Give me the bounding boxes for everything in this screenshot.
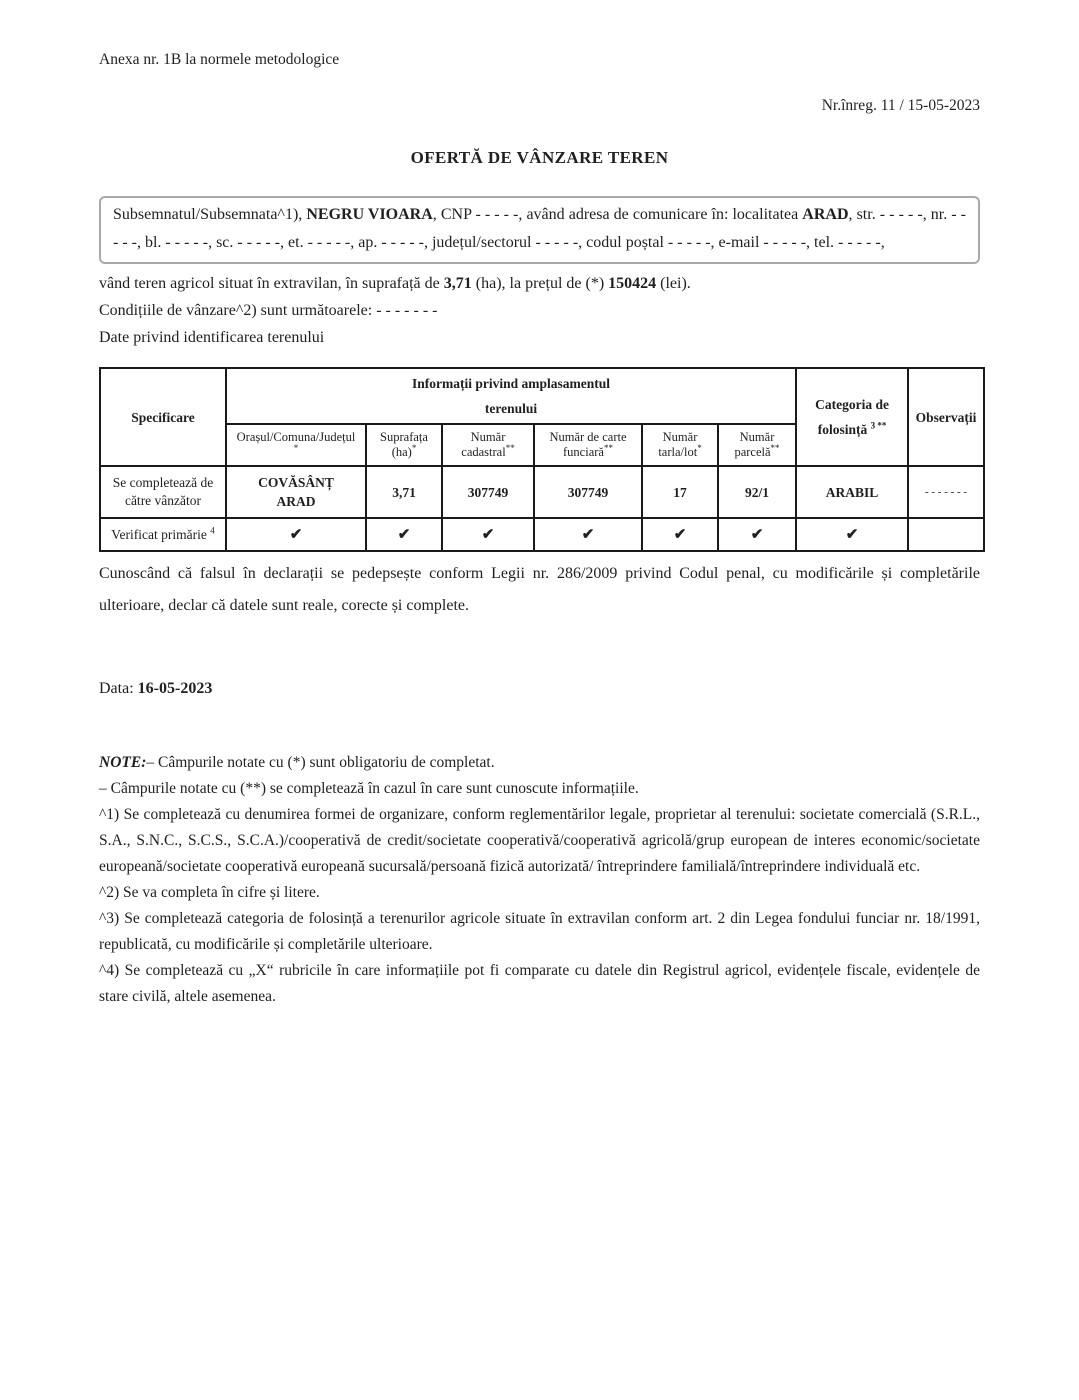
col-header-orasul xyxy=(226,424,366,466)
note-2: ^2) Se va completa în cifre și litere. xyxy=(99,884,320,901)
cell-tarla-number: 17 xyxy=(642,466,718,518)
cadastral-superscript: ** xyxy=(505,442,515,453)
registration-number: Nr.înreg. 11 / 15-05-2023 xyxy=(821,97,980,114)
row-label-seller: Se completează de către vânzător xyxy=(100,466,226,518)
sale-text-3: (lei). xyxy=(656,275,691,292)
col-header-numar-cadastral xyxy=(442,424,534,466)
orasul-superscript: * xyxy=(293,442,299,453)
check-icon: ✔ xyxy=(397,527,411,543)
parcela-superscript: ** xyxy=(770,442,780,453)
check-icon: ✔ xyxy=(673,527,687,543)
col-header-parcela xyxy=(718,424,796,466)
notes-title: NOTE: xyxy=(99,754,147,771)
orasul-label: Orașul/Comuna/Județul xyxy=(236,430,356,444)
verify-check-cadastral xyxy=(442,518,534,551)
declaration-paragraph: Cunoscând că falsul în declarații se pedepsește conform Legii nr. 286/2009 privind Codul penal, cu modificările și completările ulterioare, declar că datele sunt reale, corecte și complete. xyxy=(99,565,980,614)
cell-area: 3,71 xyxy=(366,466,442,518)
intro-prefix: Subsemnatul/Subsemnata^1), xyxy=(113,206,307,223)
col-header-observatii: Observații xyxy=(908,368,984,466)
carte-funciara-superscript: ** xyxy=(603,442,613,453)
carte-funciara-label: Număr de carte funciară xyxy=(549,430,627,459)
categoria-superscript: 3 ** xyxy=(870,420,887,431)
col-header-suprafata xyxy=(366,424,442,466)
land-area-value: 3,71 xyxy=(443,275,472,292)
cell-city xyxy=(226,466,366,518)
check-icon: ✔ xyxy=(289,527,303,543)
tarla-lot-label: Număr tarla/lot xyxy=(658,430,698,459)
col-header-categoria xyxy=(796,368,908,466)
amplasament-title-line-2: terenului xyxy=(484,401,538,416)
note-3: ^3) Se completează categoria de folosință a terenurilor agricole situate în extravilan conform art. 2 din Legea fondului funciar nr. 18/1991, republicată, cu modificările și completările ulterioare. xyxy=(99,910,980,953)
verify-check-category xyxy=(796,518,908,551)
document-title: OFERTĂ DE VÂNZARE TEREN xyxy=(410,148,669,167)
verified-label: Verificat primărie xyxy=(111,526,207,542)
note-4: ^4) Se completează cu „X“ rubricile în care informațiile pot fi comparate cu datele din Registrul agricol, evidențele fiscale, evidențele de stare civilă, altele asemenea. xyxy=(99,962,980,1005)
verify-check-observations-empty xyxy=(908,518,984,551)
parcela-label: Număr parcelă xyxy=(734,430,775,459)
cell-usage-category: ARABIL xyxy=(796,466,908,518)
categoria-label: Categoria de folosință xyxy=(815,397,889,437)
date-label: Data: xyxy=(99,680,138,697)
intro-middle: , CNP - - - - -, având adresa de comunicare în: localitatea xyxy=(432,206,803,223)
table-row-verified xyxy=(100,518,984,551)
cell-parcel-number: 92/1 xyxy=(718,466,796,518)
date-line xyxy=(99,679,980,699)
land-identification-heading: Date privind identificarea terenului xyxy=(99,329,325,346)
date-value: 16-05-2023 xyxy=(137,680,213,697)
verified-superscript: 4 xyxy=(210,525,215,535)
cell-land-book-number: 307749 xyxy=(534,466,642,518)
intro-suffix: , str. - - - - -, nr. - - - - -, bl. - - - - -, sc. - - - - -, et. - - - - -, ap. - - - - -, județul/sectorul - - - - -, codul poștal - - - - -, e-mail - - - - -, tel. - - - - -, xyxy=(113,206,967,251)
seller-name: NEGRU VIOARA xyxy=(306,206,433,223)
cadastral-label: Număr cadastral xyxy=(461,430,506,459)
tarla-lot-superscript: * xyxy=(697,442,702,453)
amplasament-title-line-1: Informații privind amplasamentul xyxy=(412,376,611,391)
city-line-1: COVĂSÂNȚ xyxy=(258,475,334,490)
sale-offer-line xyxy=(99,270,980,297)
sale-text-2: (ha), la prețul de (*) xyxy=(471,275,609,292)
seller-info-box xyxy=(99,196,980,264)
annex-label: Anexa nr. 1B la normele metodologice xyxy=(99,51,340,68)
col-header-tarla-lot xyxy=(642,424,718,466)
check-icon: ✔ xyxy=(750,527,764,543)
cell-observations: - - - - - - - xyxy=(908,466,984,518)
note-line-2: – Câmpurile notate cu (**) se completează în cazul în care sunt cunoscute informațiile. xyxy=(99,780,639,797)
sale-text-1: vând teren agricol situat în extravilan, în suprafață de xyxy=(99,275,444,292)
land-identification-table xyxy=(99,367,985,552)
notes-section xyxy=(99,750,980,1010)
row-label-verified xyxy=(100,518,226,551)
verify-check-land-book xyxy=(534,518,642,551)
col-group-amplasament xyxy=(226,368,796,424)
sale-conditions-line: Condițiile de vânzare^2) sunt următoarele: - - - - - - - xyxy=(99,302,438,319)
col-header-specificare: Specificare xyxy=(100,368,226,466)
seller-info-paragraph xyxy=(113,201,966,257)
cell-cadastral-number: 307749 xyxy=(442,466,534,518)
city-line-2: ARAD xyxy=(276,494,316,509)
note-line-1-text: – Câmpurile notate cu (*) sunt obligatoriu de completat. xyxy=(146,754,495,771)
verify-check-area xyxy=(366,518,442,551)
verify-check-parcel xyxy=(718,518,796,551)
verify-check-tarla xyxy=(642,518,718,551)
locality-name: ARAD xyxy=(802,206,849,223)
check-icon: ✔ xyxy=(845,527,859,543)
note-1: ^1) Se completează cu denumirea formei de organizare, conform reglementărilor legale, proprietar al terenului: societate comercială (S.R.L., S.A., S.N.C., S.C.S., S.C.A.)/cooperativă de credit/societate cooperativă/cooperativă agricolă/grup european de interes economic/societate europeană/societate cooperativă europeană sucursală/persoană fizică autorizată/ întreprindere familială/întreprindere individuală etc. xyxy=(99,806,980,875)
col-header-carte-funciara xyxy=(534,424,642,466)
check-icon: ✔ xyxy=(581,527,595,543)
land-price-value: 150424 xyxy=(608,275,657,292)
note-line-1 xyxy=(99,750,980,776)
check-icon: ✔ xyxy=(481,527,495,543)
suprafata-superscript: * xyxy=(411,442,417,453)
verify-check-city xyxy=(226,518,366,551)
table-row-seller xyxy=(100,466,984,518)
suprafata-label: Suprafața (ha) xyxy=(380,430,428,459)
